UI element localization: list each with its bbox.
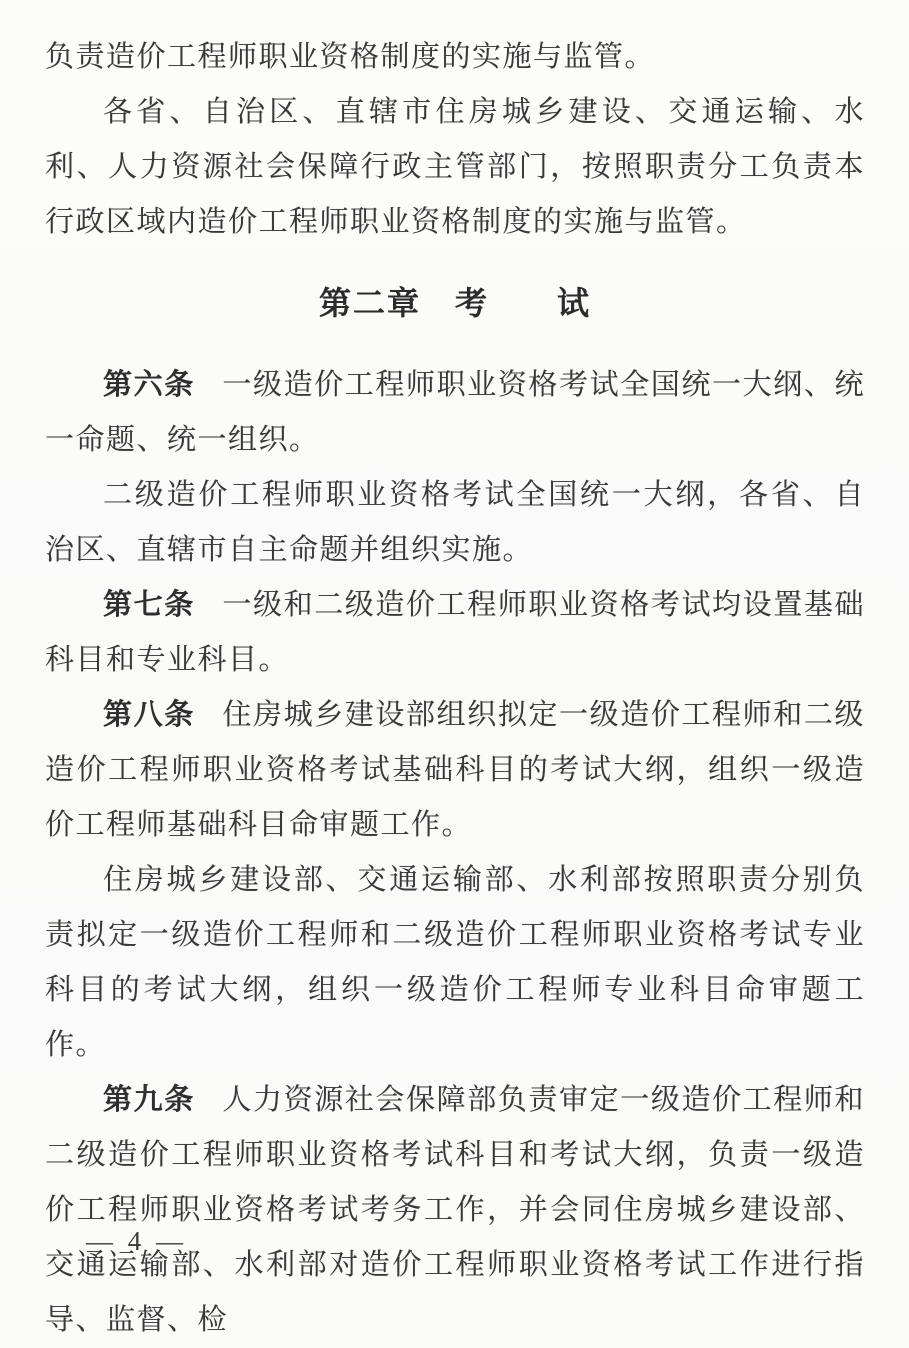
article-8-text: 住房城乡建设部组织拟定一级造价工程师和二级造价工程师职业资格考试基础科目的考试大纲，组织一级造价工程师基础科目命审题工作。 — [45, 699, 865, 841]
article-7-text: 一级和二级造价工程师职业资格考试均设置基础科目和专业科目。 — [45, 589, 865, 676]
paragraph-ministries-syllabus: 住房城乡建设部、交通运输部、水利部按照职责分别负责拟定一级造价工程师和二级造价工程师职业资格考试专业科目的考试大纲，组织一级造价工程师专业科目命审题工作。 — [45, 864, 865, 1061]
article-9-number: 第九条 — [103, 1084, 195, 1116]
page-footer — [86, 1226, 187, 1257]
article-6-number: 第六条 — [103, 369, 195, 401]
article-7-number: 第七条 — [103, 589, 195, 621]
article-9-text: 人力资源社会保障部负责审定一级造价工程师和二级造价工程师职业资格考试科目和考试大纲，负责一级造价工程师职业资格考试考务工作，并会同住房城乡建设部、交通运输部、水利部对造价工程师职业资格考试工作进行指导、监督、检 — [45, 1084, 865, 1336]
paragraph-level2-exam: 二级造价工程师职业资格考试全国统一大纲，各省、自治区、直辖市自主命题并组织实施。 — [45, 479, 865, 566]
article-paragraph-9 — [45, 1073, 865, 1348]
page-number: — 4 — — [86, 1226, 187, 1256]
article-paragraph-8 — [45, 688, 865, 853]
article-paragraph-7 — [45, 578, 865, 688]
article-paragraph-6 — [45, 358, 865, 468]
paragraph-provincial-departments: 各省、自治区、直辖市住房城乡建设、交通运输、水利、人力资源社会保障行政主管部门，按照职责分工负责本行政区域内造价工程师职业资格制度的实施与监管。 — [45, 96, 865, 238]
paragraph-continuation: 负责造价工程师职业资格制度的实施与监管。 — [45, 41, 656, 73]
article-8-number: 第八条 — [103, 699, 195, 731]
chapter-heading: 第二章 考 试 — [318, 285, 591, 321]
article-6-text: 一级造价工程师职业资格考试全国统一大纲、统一命题、统一组织。 — [45, 369, 865, 456]
